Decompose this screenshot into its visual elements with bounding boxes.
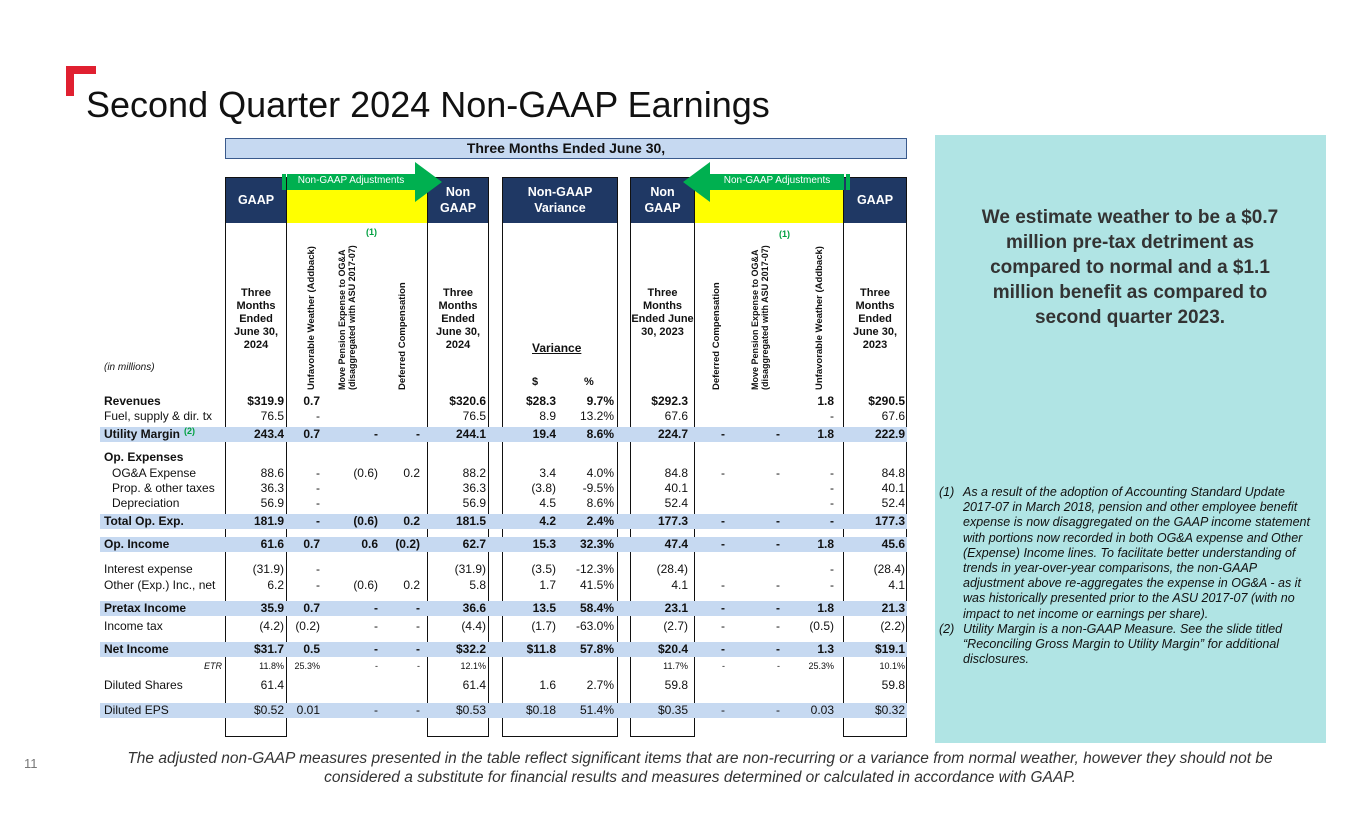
table-cell: -	[776, 703, 780, 717]
table-row	[100, 496, 910, 511]
table-header-band: Three Months Ended June 30,	[225, 138, 907, 159]
table-row	[100, 578, 910, 593]
arrow-label-2024: Non-GAAP Adjustments	[287, 174, 415, 190]
table-cell: -	[416, 642, 420, 656]
table-cell: 177.3	[874, 514, 905, 528]
earnings-table	[100, 132, 910, 742]
table-cell: $292.3	[651, 394, 688, 408]
adj-pension-2024: Move Pension Expense to OG&A (disaggregated with ASU 2017-07)	[337, 245, 357, 390]
table-cell: (28.4)	[873, 562, 905, 576]
table-cell: 56.9	[260, 496, 284, 510]
table-cell: 224.7	[657, 427, 688, 441]
table-row	[100, 466, 910, 481]
variance-dollar-header: $	[532, 376, 539, 388]
page-title: Second Quarter 2024 Non-GAAP Earnings	[86, 84, 770, 125]
table-cell: 1.7	[539, 578, 556, 592]
table-cell: 61.4	[462, 678, 486, 692]
col-non-gaap-2024: Non GAAP	[428, 178, 488, 223]
table-cell: 13.5	[532, 601, 556, 615]
table-cell: 23.1	[664, 601, 688, 615]
table-cell: (3.5)	[531, 562, 556, 576]
table-cell: 4.0%	[586, 466, 614, 480]
table-cell: -	[721, 703, 725, 717]
table-cell: -	[721, 642, 725, 656]
row-label: ETR	[204, 661, 222, 671]
row-label: Net Income	[104, 642, 169, 656]
table-cell: 12.1%	[460, 661, 486, 671]
table-cell: -	[830, 514, 834, 528]
table-cell: $11.8	[526, 642, 556, 656]
table-cell: 1.8	[817, 394, 834, 408]
adj-weather-2024: Unfavorable Weather (Addback)	[306, 246, 317, 390]
table-cell: -	[722, 661, 725, 671]
footnote-2	[939, 622, 1319, 668]
table-cell: 1.8	[817, 601, 834, 615]
adj-pension-ref-2024: (1)	[366, 227, 377, 237]
table-cell: -	[721, 514, 725, 528]
table-cell: 0.03	[810, 703, 834, 717]
adj-deferred-2024: Deferred Compensation	[397, 282, 408, 390]
weather-headline: We estimate weather to be a $0.7 million pre-tax detriment as compared to normal and a $1.1 million benefit as compared to second quarter 2023.	[981, 207, 1279, 328]
row-label: Income tax	[104, 619, 163, 633]
table-cell: (0.6)	[353, 578, 378, 592]
table-cell: 0.7	[303, 427, 320, 441]
table-cell: -	[374, 619, 378, 633]
row-label: Fuel, supply & dir. tx	[104, 409, 213, 423]
table-cell: 0.2	[403, 578, 420, 592]
table-row	[100, 409, 910, 424]
table-cell: (4.2)	[259, 619, 284, 633]
table-cell: -	[416, 703, 420, 717]
variance-label: Variance	[532, 341, 582, 355]
table-cell: $290.5	[868, 394, 905, 408]
table-cell: (31.9)	[252, 562, 284, 576]
table-cell: (3.8)	[531, 481, 556, 495]
table-cell: 5.8	[469, 578, 486, 592]
row-label: Interest expense	[104, 562, 193, 576]
table-cell: 36.3	[462, 481, 486, 495]
table-cell: 36.3	[260, 481, 284, 495]
table-cell: 76.5	[462, 409, 486, 423]
table-cell: (2.2)	[880, 619, 905, 633]
table-cell: 67.6	[664, 409, 688, 423]
row-label: Other (Exp.) Inc., net	[104, 578, 216, 592]
table-cell: 58.4%	[579, 601, 614, 615]
table-cell: -	[721, 427, 725, 441]
table-cell: 19.4	[532, 427, 556, 441]
period-2024-gaap: Three Months Ended June 30, 2024	[233, 287, 279, 351]
table-cell: $0.35	[657, 703, 688, 717]
row-label: Revenues	[104, 394, 161, 408]
table-cell: 8.9	[539, 409, 556, 423]
table-cell: -	[374, 703, 378, 717]
table-cell: -	[830, 562, 834, 576]
table-cell: -	[316, 514, 320, 528]
row-label: Prop. & other taxes	[112, 481, 215, 495]
table-cell: $320.6	[449, 394, 486, 408]
table-cell: $19.1	[874, 642, 905, 656]
table-cell: 181.9	[253, 514, 284, 528]
table-cell: 4.5	[539, 496, 556, 510]
table-cell: -	[721, 601, 725, 615]
row-label: Pretax Income	[104, 601, 187, 615]
table-cell: 41.5%	[579, 578, 614, 592]
table-cell: -	[776, 601, 780, 615]
table-row	[100, 514, 910, 529]
table-row	[100, 678, 910, 693]
table-cell: 25.3%	[808, 661, 834, 671]
footnote-2-num: (2)	[939, 621, 955, 636]
table-cell: 8.6%	[586, 427, 614, 441]
adj-deferred-2023: Deferred Compensation	[711, 282, 722, 390]
table-cell: (31.9)	[454, 562, 486, 576]
table-cell: -	[416, 427, 420, 441]
row-label: Diluted EPS	[104, 703, 169, 717]
table-cell: 0.01	[296, 703, 320, 717]
table-cell: -	[830, 496, 834, 510]
table-cell: 47.4	[664, 537, 688, 551]
table-cell: -	[316, 409, 320, 423]
table-cell: -	[721, 578, 725, 592]
table-cell: -	[776, 537, 780, 551]
table-cell: -	[777, 661, 780, 671]
table-row	[100, 450, 910, 465]
table-cell: -63.0%	[575, 619, 614, 633]
table-cell: 0.7	[303, 537, 320, 551]
row-ref: (2)	[184, 426, 195, 436]
table-cell: $20.4	[657, 642, 688, 656]
table-row	[100, 481, 910, 496]
adj-pension-ref-2023: (1)	[779, 229, 790, 239]
period-2024-non-gaap: Three Months Ended June 30, 2024	[435, 287, 481, 351]
table-cell: -	[374, 427, 378, 441]
table-cell: 88.2	[462, 466, 486, 480]
table-cell: $28.3	[525, 394, 556, 408]
footnote-1	[939, 485, 1319, 622]
table-cell: 4.1	[888, 578, 905, 592]
table-cell: (28.4)	[656, 562, 688, 576]
table-cell: 6.2	[267, 578, 284, 592]
col-gaap-2023: GAAP	[844, 178, 906, 223]
table-cell: 51.4%	[579, 703, 614, 717]
table-cell: 4.2	[539, 514, 556, 528]
table-cell: 0.2	[403, 466, 420, 480]
table-cell: -	[316, 481, 320, 495]
table-cell: 59.8	[664, 678, 688, 692]
table-cell: -	[776, 578, 780, 592]
table-cell: 21.3	[881, 601, 905, 615]
table-cell: 57.8%	[579, 642, 614, 656]
col-variance: Non-GAAP Variance	[503, 178, 617, 223]
row-label: Utility Margin	[104, 427, 181, 441]
variance-pct-header: %	[584, 376, 594, 388]
table-cell: 32.3%	[579, 537, 614, 551]
footnotes	[939, 485, 1319, 667]
table-cell: 4.1	[671, 578, 688, 592]
table-cell: 61.6	[260, 537, 284, 551]
table-cell: 76.5	[260, 409, 284, 423]
table-cell: 13.2%	[579, 409, 614, 423]
table-cell: 59.8	[881, 678, 905, 692]
period-2023-non-gaap: Three Months Ended June 30, 2023	[631, 287, 694, 338]
arrow-label-2023: Non-GAAP Adjustments	[710, 174, 844, 190]
table-cell: 52.4	[881, 496, 905, 510]
table-cell: -12.3%	[575, 562, 614, 576]
units-label: (in millions)	[104, 362, 155, 373]
period-2023-gaap: Three Months Ended June 30, 2023	[852, 287, 898, 351]
table-cell: 35.9	[260, 601, 284, 615]
table-cell: 0.5	[303, 642, 320, 656]
table-cell: -	[776, 427, 780, 441]
table-cell: 3.4	[539, 466, 556, 480]
table-cell: -	[416, 619, 420, 633]
table-cell: 11.7%	[663, 661, 688, 671]
table-cell: (4.4)	[461, 619, 486, 633]
table-cell: 84.8	[664, 466, 688, 480]
table-cell: 1.8	[817, 427, 834, 441]
table-cell: 1.3	[817, 642, 834, 656]
table-cell: $0.32	[874, 703, 905, 717]
row-label: Depreciation	[112, 496, 180, 510]
table-cell: -	[830, 481, 834, 495]
table-cell: $31.7	[253, 642, 284, 656]
page-number: 11	[24, 756, 38, 771]
table-cell: -	[316, 466, 320, 480]
adj-weather-2023: Unfavorable Weather (Addback)	[814, 246, 825, 390]
table-cell: 9.7%	[586, 394, 614, 408]
table-row	[100, 601, 910, 616]
table-cell: -	[830, 466, 834, 480]
table-cell: -	[417, 661, 420, 671]
table-cell: 15.3	[532, 537, 556, 551]
table-cell: 11.8%	[259, 661, 284, 671]
table-cell: -	[721, 619, 725, 633]
footnote-2-text: Utility Margin is a non-GAAP Measure. See the slide titled “Reconciling Gross Margin to Utility Margin” for additional disclosures.	[963, 621, 1283, 667]
table-cell: 84.8	[881, 466, 905, 480]
table-cell: -	[776, 642, 780, 656]
footnote-1-num: (1)	[939, 485, 955, 499]
table-cell: 0.2	[403, 514, 420, 528]
table-cell: 62.7	[462, 537, 486, 551]
table-cell: -	[776, 466, 780, 480]
table-cell: -	[776, 514, 780, 528]
table-cell: 40.1	[881, 481, 905, 495]
table-cell: -	[316, 496, 320, 510]
table-cell: (2.7)	[663, 619, 688, 633]
table-cell: 10.1%	[879, 661, 905, 671]
table-cell: -	[316, 562, 320, 576]
table-cell: 0.6	[361, 537, 378, 551]
table-cell: $0.18	[525, 703, 556, 717]
table-cell: -	[374, 642, 378, 656]
table-cell: 1.6	[539, 678, 556, 692]
col-non-gaap-2023: Non GAAP	[631, 178, 694, 223]
table-cell: -	[721, 537, 725, 551]
table-cell: -	[830, 578, 834, 592]
table-cell: -9.5%	[582, 481, 614, 495]
table-cell: 1.8	[817, 537, 834, 551]
table-cell: 8.6%	[586, 496, 614, 510]
table-cell: 45.6	[881, 537, 905, 551]
row-label: Diluted Shares	[104, 678, 183, 692]
disclaimer-footnote: The adjusted non-GAAP measures presented in the table reflect significant items that are non-recurring or a variance from normal weather, however they should not be considered a substitute for financial results and measures determined or calculated in accordance with GAAP.	[127, 750, 1273, 786]
table-cell: -	[375, 661, 378, 671]
row-label: OG&A Expense	[112, 466, 197, 480]
table-row	[100, 427, 910, 442]
table-cell: $0.53	[455, 703, 486, 717]
table-row	[100, 394, 910, 409]
table-cell: 222.9	[874, 427, 905, 441]
table-cell: -	[721, 466, 725, 480]
table-row	[100, 562, 910, 577]
table-row	[100, 642, 910, 657]
table-row	[100, 703, 910, 718]
table-cell: 181.5	[455, 514, 486, 528]
table-cell: 61.4	[260, 678, 284, 692]
table-cell: 0.7	[303, 394, 320, 408]
table-cell: 56.9	[462, 496, 486, 510]
table-cell: 2.4%	[586, 514, 614, 528]
table-cell: $0.52	[253, 703, 284, 717]
table-cell: 2.7%	[586, 678, 614, 692]
side-panel	[935, 135, 1326, 743]
table-cell: 67.6	[881, 409, 905, 423]
table-cell: 36.6	[462, 601, 486, 615]
table-row	[100, 619, 910, 634]
table-cell: -	[416, 601, 420, 615]
col-gaap-2024: GAAP	[226, 178, 286, 223]
table-cell: $32.2	[455, 642, 486, 656]
footnote-1-text: As a result of the adoption of Accounting Standard Update 2017-07 in March 2018, pension and other employee benefit expense is now disaggregated on the GAAP income statement with portions now recorded in both OG&A expense and Other (Expense) Income lines. To facilitate better understanding of trends in year-over-year comparisons, the non-GAAP adjustment above re-aggregates the expense in OG&A - as it was historically presented prior to the ASU 2017-07 (with no impact to net income or earnings per share).	[963, 485, 1310, 621]
table-cell: 244.1	[455, 427, 486, 441]
table-cell: -	[830, 409, 834, 423]
table-cell: -	[374, 601, 378, 615]
table-cell: -	[776, 619, 780, 633]
table-cell: (1.7)	[531, 619, 556, 633]
table-cell: 0.7	[303, 601, 320, 615]
table-cell: 177.3	[657, 514, 688, 528]
table-cell: (0.5)	[809, 619, 834, 633]
adj-pension-2023: Move Pension Expense to OG&A (disaggregated with ASU 2017-07)	[750, 245, 770, 390]
table-row	[100, 659, 910, 674]
row-label: Op. Income	[104, 537, 170, 551]
table-cell: 88.6	[260, 466, 284, 480]
table-row	[100, 537, 910, 552]
row-label: Op. Expenses	[104, 450, 184, 464]
table-cell: 243.4	[253, 427, 284, 441]
table-cell: 40.1	[664, 481, 688, 495]
table-cell: 25.3%	[294, 661, 320, 671]
table-cell: (0.2)	[295, 619, 320, 633]
table-cell: (0.6)	[353, 466, 378, 480]
table-cell: $319.9	[247, 394, 284, 408]
table-cell: (0.2)	[395, 537, 420, 551]
table-cell: -	[316, 578, 320, 592]
table-cell: (0.6)	[353, 514, 378, 528]
table-cell: 52.4	[664, 496, 688, 510]
row-label: Total Op. Exp.	[104, 514, 184, 528]
